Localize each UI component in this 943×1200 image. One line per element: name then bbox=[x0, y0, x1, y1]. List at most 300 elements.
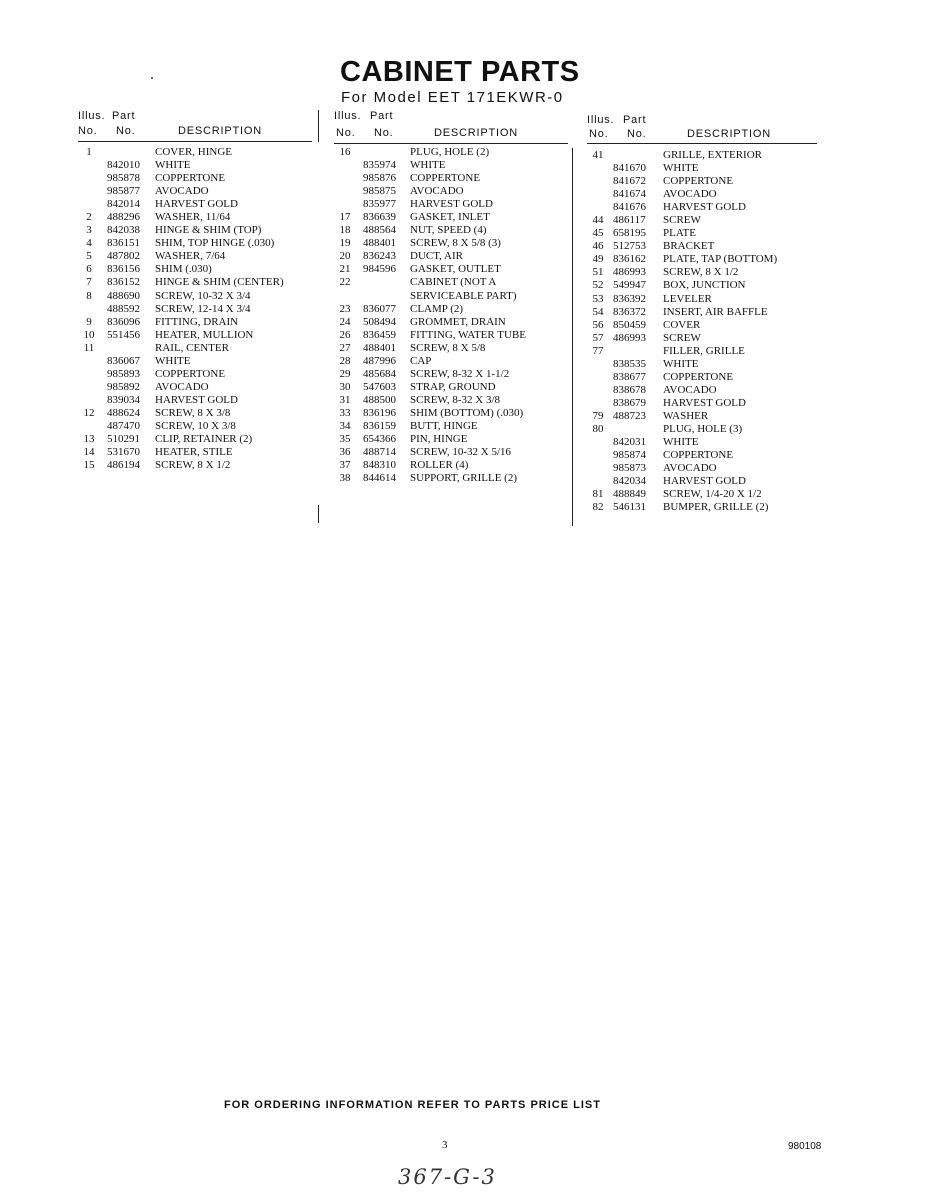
part-row bbox=[587, 201, 817, 214]
part-description: AVOCADO bbox=[155, 380, 209, 393]
part-row bbox=[587, 306, 817, 319]
part-row bbox=[334, 446, 568, 459]
part-number: 985875 bbox=[363, 185, 396, 198]
part-description: AVOCADO bbox=[663, 188, 717, 201]
part-description: SCREW, 8-32 X 3/8 bbox=[410, 393, 501, 406]
part-row bbox=[587, 410, 817, 423]
part-row bbox=[587, 266, 817, 279]
part-number: 658195 bbox=[613, 227, 646, 240]
part-row bbox=[78, 368, 312, 381]
part-number: 654366 bbox=[363, 433, 396, 446]
part-number: 842031 bbox=[613, 436, 646, 449]
parts-column-1 bbox=[78, 110, 312, 472]
part-description: HARVEST GOLD bbox=[663, 201, 746, 214]
part-description: HARVEST GOLD bbox=[663, 396, 746, 409]
part-number: 838535 bbox=[613, 357, 646, 370]
header-part-bottom: No. bbox=[116, 125, 136, 137]
part-number: 486993 bbox=[613, 266, 646, 279]
part-description: HEATER, MULLION bbox=[155, 328, 254, 341]
part-number: 549947 bbox=[613, 279, 646, 292]
illus-number: 22 bbox=[339, 276, 351, 289]
part-row bbox=[587, 214, 817, 227]
header-rule bbox=[78, 141, 312, 142]
part-description: AVOCADO bbox=[155, 185, 209, 198]
part-row bbox=[78, 433, 312, 446]
part-row bbox=[334, 276, 568, 289]
illus-number: 4 bbox=[86, 237, 92, 250]
handwritten-note: 367-G-3 bbox=[398, 1165, 497, 1189]
part-number: 488592 bbox=[107, 302, 140, 315]
part-description: BUMPER, GRILLE (2) bbox=[663, 501, 769, 514]
illus-number: 30 bbox=[339, 380, 351, 393]
part-description: RAIL, CENTER bbox=[155, 341, 229, 354]
header-part-top: Part bbox=[623, 114, 647, 126]
parts-column-2 bbox=[334, 110, 568, 485]
header-illus-bottom: No. bbox=[78, 125, 98, 137]
part-description: HINGE & SHIM (CENTER) bbox=[155, 276, 284, 289]
part-row bbox=[78, 250, 312, 263]
part-row bbox=[587, 488, 817, 501]
part-number: 488401 bbox=[363, 237, 396, 250]
illus-number: 19 bbox=[339, 237, 351, 250]
part-description: PLATE, TAP (BOTTOM) bbox=[663, 253, 778, 266]
part-row bbox=[334, 368, 568, 381]
header-part-bottom: No. bbox=[627, 128, 647, 140]
illus-number: 45 bbox=[592, 227, 604, 240]
part-description: BRACKET bbox=[663, 240, 715, 253]
part-description: SCREW, 1/4-20 X 1/2 bbox=[663, 488, 762, 501]
part-row bbox=[78, 159, 312, 172]
part-number: 984596 bbox=[363, 263, 396, 276]
part-number: 985893 bbox=[107, 367, 140, 380]
illus-number: 6 bbox=[86, 263, 92, 276]
part-number: 836196 bbox=[363, 406, 396, 419]
page-number: 3 bbox=[442, 1139, 448, 1151]
illus-number: 53 bbox=[592, 292, 604, 305]
part-row bbox=[587, 436, 817, 449]
illus-number: 37 bbox=[339, 459, 351, 472]
part-row bbox=[78, 224, 312, 237]
illus-number: 33 bbox=[339, 406, 351, 419]
part-description: COVER, HINGE bbox=[155, 146, 232, 158]
part-description: COPPERTONE bbox=[663, 175, 734, 188]
part-description: WHITE bbox=[155, 159, 191, 172]
part-row bbox=[334, 394, 568, 407]
illus-number: 9 bbox=[86, 315, 92, 328]
part-row bbox=[587, 279, 817, 292]
part-row bbox=[334, 342, 568, 355]
illus-number: 46 bbox=[592, 240, 604, 253]
illus-number: 18 bbox=[339, 224, 351, 237]
part-row bbox=[587, 462, 817, 475]
part-row bbox=[334, 211, 568, 224]
part-description: GROMMET, DRAIN bbox=[410, 315, 506, 328]
part-row bbox=[334, 250, 568, 263]
part-number: 836159 bbox=[363, 419, 396, 432]
part-description: HINGE & SHIM (TOP) bbox=[155, 224, 262, 237]
illus-number: 81 bbox=[592, 488, 604, 501]
part-number: 844614 bbox=[363, 472, 396, 485]
part-number: 842010 bbox=[107, 159, 140, 172]
illus-number: 27 bbox=[339, 341, 351, 354]
part-description: SCREW, 8 X 5/8 (3) bbox=[410, 237, 501, 250]
column-header bbox=[587, 114, 817, 144]
part-row bbox=[78, 276, 312, 289]
column-header bbox=[78, 110, 312, 140]
illus-number: 12 bbox=[83, 406, 95, 419]
part-description: SCREW, 8 X 3/8 bbox=[155, 406, 231, 419]
part-number: 985892 bbox=[107, 380, 140, 393]
part-row bbox=[334, 420, 568, 433]
part-description: CABINET (NOT A bbox=[410, 276, 497, 289]
illus-number: 20 bbox=[339, 250, 351, 263]
illus-number: 11 bbox=[83, 341, 95, 354]
part-row bbox=[587, 240, 817, 253]
rows bbox=[78, 146, 312, 472]
part-description: SUPPORT, GRILLE (2) bbox=[410, 472, 517, 485]
part-row bbox=[78, 237, 312, 250]
part-row bbox=[587, 449, 817, 462]
part-row bbox=[78, 407, 312, 420]
part-number: 985874 bbox=[613, 449, 646, 462]
part-number: 551456 bbox=[107, 328, 140, 341]
part-description: WHITE bbox=[410, 159, 446, 172]
part-description: WHITE bbox=[663, 357, 699, 370]
part-row bbox=[78, 303, 312, 316]
part-row bbox=[334, 172, 568, 185]
part-description: SHIM, TOP HINGE (.030) bbox=[155, 237, 275, 250]
part-number: 508494 bbox=[363, 315, 396, 328]
part-row bbox=[78, 146, 312, 159]
part-number: 842038 bbox=[107, 224, 140, 237]
part-description: CAP bbox=[410, 354, 432, 367]
part-number: 488690 bbox=[107, 289, 140, 302]
column-divider-1 bbox=[318, 110, 319, 142]
part-row bbox=[334, 159, 568, 172]
part-row bbox=[334, 224, 568, 237]
part-row bbox=[78, 355, 312, 368]
part-description: COPPERTONE bbox=[663, 449, 734, 462]
illus-number: 49 bbox=[592, 253, 604, 266]
illus-number: 21 bbox=[339, 263, 351, 276]
part-number: 985878 bbox=[107, 172, 140, 185]
part-description: GASKET, OUTLET bbox=[410, 263, 501, 276]
part-description: GASKET, INLET bbox=[410, 211, 490, 224]
part-row bbox=[334, 459, 568, 472]
part-row bbox=[78, 446, 312, 459]
part-row bbox=[78, 185, 312, 198]
part-description: SCREW, 12-14 X 3/4 bbox=[155, 302, 251, 315]
illus-number: 17 bbox=[339, 211, 351, 224]
part-row bbox=[78, 329, 312, 342]
header-illus-top: Illus. bbox=[78, 110, 106, 122]
part-number: 488723 bbox=[613, 409, 646, 422]
part-row bbox=[587, 253, 817, 266]
part-description: SERVICEABLE PART) bbox=[410, 289, 517, 302]
part-description: SCREW, 8-32 X 1-1/2 bbox=[410, 367, 510, 380]
part-number: 835974 bbox=[363, 159, 396, 172]
illus-number: 41 bbox=[592, 149, 604, 161]
part-number: 838677 bbox=[613, 370, 646, 383]
part-description: SCREW, 8 X 5/8 bbox=[410, 341, 486, 354]
part-description: STRAP, GROUND bbox=[410, 380, 496, 393]
part-number: 487470 bbox=[107, 419, 140, 432]
part-row bbox=[78, 290, 312, 303]
part-row bbox=[334, 381, 568, 394]
part-row bbox=[78, 381, 312, 394]
part-number: 486194 bbox=[107, 459, 140, 472]
part-description: SCREW, 10-32 X 3/4 bbox=[155, 289, 251, 302]
part-row bbox=[334, 290, 568, 303]
illus-number: 31 bbox=[339, 393, 351, 406]
illus-number: 29 bbox=[339, 367, 351, 380]
part-number: 487802 bbox=[107, 250, 140, 263]
part-number: 547603 bbox=[363, 380, 396, 393]
part-description: SCREW, 10 X 3/8 bbox=[155, 419, 236, 432]
part-row bbox=[334, 146, 568, 159]
part-description: SHIM (BOTTOM) (.030) bbox=[410, 406, 524, 419]
part-description: SCREW bbox=[663, 331, 701, 344]
header-description: DESCRIPTION bbox=[687, 128, 771, 140]
part-number: 512753 bbox=[613, 240, 646, 253]
part-row bbox=[587, 358, 817, 371]
part-number: 485684 bbox=[363, 367, 396, 380]
part-number: 836243 bbox=[363, 250, 396, 263]
part-number: 836067 bbox=[107, 354, 140, 367]
header-description: DESCRIPTION bbox=[178, 125, 262, 137]
header-rule bbox=[587, 143, 817, 144]
part-number: 488714 bbox=[363, 446, 396, 459]
part-number: 836151 bbox=[107, 237, 140, 250]
part-number: 836162 bbox=[613, 253, 646, 266]
part-number: 985877 bbox=[107, 185, 140, 198]
part-description: BUTT, HINGE bbox=[410, 419, 478, 432]
part-number: 488401 bbox=[363, 341, 396, 354]
part-number: 488849 bbox=[613, 488, 646, 501]
part-description: CLIP, RETAINER (2) bbox=[155, 433, 253, 446]
part-row bbox=[78, 172, 312, 185]
column-divider-1-lower bbox=[318, 505, 319, 523]
part-description: COPPERTONE bbox=[663, 370, 734, 383]
part-description: ROLLER (4) bbox=[410, 459, 469, 472]
part-row bbox=[78, 263, 312, 276]
part-number: 835977 bbox=[363, 198, 396, 211]
part-row bbox=[334, 433, 568, 446]
part-row bbox=[587, 397, 817, 410]
part-row bbox=[78, 394, 312, 407]
part-number: 838679 bbox=[613, 396, 646, 409]
part-row bbox=[587, 188, 817, 201]
header-rule bbox=[334, 143, 568, 144]
column-header bbox=[334, 110, 568, 140]
part-description: FITTING, DRAIN bbox=[155, 315, 239, 328]
illus-number: 8 bbox=[86, 289, 92, 302]
illus-number: 2 bbox=[86, 211, 92, 224]
illus-number: 5 bbox=[86, 250, 92, 263]
illus-number: 28 bbox=[339, 354, 351, 367]
part-description: GRILLE, EXTERIOR bbox=[663, 149, 762, 161]
illus-number: 44 bbox=[592, 214, 604, 227]
illus-number: 23 bbox=[339, 302, 351, 315]
part-number: 488564 bbox=[363, 224, 396, 237]
illus-number: 10 bbox=[83, 328, 95, 341]
part-number: 836639 bbox=[363, 211, 396, 224]
illus-number: 36 bbox=[339, 446, 351, 459]
part-description: SHIM (.030) bbox=[155, 263, 212, 276]
part-row bbox=[334, 237, 568, 250]
part-number: 836077 bbox=[363, 302, 396, 315]
scan-speck bbox=[151, 77, 153, 79]
header-description: DESCRIPTION bbox=[434, 127, 518, 139]
part-description: SCREW bbox=[663, 214, 701, 227]
part-number: 488624 bbox=[107, 406, 140, 419]
part-number: 836372 bbox=[613, 305, 646, 318]
part-description: SCREW, 10-32 X 5/16 bbox=[410, 446, 512, 459]
header-illus-bottom: No. bbox=[336, 127, 356, 139]
part-number: 841672 bbox=[613, 175, 646, 188]
part-number: 841676 bbox=[613, 201, 646, 214]
part-number: 486993 bbox=[613, 331, 646, 344]
part-row bbox=[334, 185, 568, 198]
part-row bbox=[587, 293, 817, 306]
illus-number: 15 bbox=[83, 459, 95, 472]
part-row bbox=[334, 329, 568, 342]
part-number: 838678 bbox=[613, 383, 646, 396]
part-description: BOX, JUNCTION bbox=[663, 279, 746, 292]
part-row bbox=[334, 407, 568, 420]
part-number: 850459 bbox=[613, 318, 646, 331]
part-description: COVER bbox=[663, 318, 701, 331]
part-description: COPPERTONE bbox=[410, 172, 481, 185]
part-row bbox=[587, 475, 817, 488]
part-number: 842034 bbox=[613, 475, 646, 488]
header-part-top: Part bbox=[370, 110, 394, 122]
illus-number: 35 bbox=[339, 433, 351, 446]
header-part-bottom: No. bbox=[374, 127, 394, 139]
part-row bbox=[587, 319, 817, 332]
part-row bbox=[78, 316, 312, 329]
part-number: 836096 bbox=[107, 315, 140, 328]
part-description: FITTING, WATER TUBE bbox=[410, 328, 527, 341]
part-number: 839034 bbox=[107, 393, 140, 406]
part-description: WASHER, 7/64 bbox=[155, 250, 226, 263]
part-description: PLUG, HOLE (3) bbox=[663, 422, 743, 435]
illus-number: 79 bbox=[592, 409, 604, 422]
part-row bbox=[334, 472, 568, 485]
illus-number: 3 bbox=[86, 224, 92, 237]
part-description: FILLER, GRILLE bbox=[663, 344, 745, 357]
illus-number: 77 bbox=[592, 344, 604, 357]
part-number: 841670 bbox=[613, 162, 646, 175]
illus-number: 38 bbox=[339, 472, 351, 485]
part-description: WHITE bbox=[155, 354, 191, 367]
illus-number: 80 bbox=[592, 422, 604, 435]
illus-number: 16 bbox=[339, 146, 351, 158]
part-description: PLUG, HOLE (2) bbox=[410, 146, 490, 158]
illus-number: 34 bbox=[339, 419, 351, 432]
part-description: WHITE bbox=[663, 162, 699, 175]
header-illus-bottom: No. bbox=[589, 128, 609, 140]
model-subtitle: For Model EET 171EKWR-0 bbox=[341, 89, 564, 106]
part-row bbox=[334, 303, 568, 316]
illus-number: 56 bbox=[592, 318, 604, 331]
part-description: PLATE bbox=[663, 227, 696, 240]
part-description: SCREW, 8 X 1/2 bbox=[663, 266, 739, 279]
part-number: 546131 bbox=[613, 501, 646, 514]
part-number: 531670 bbox=[107, 446, 140, 459]
part-row bbox=[78, 198, 312, 211]
illus-number: 54 bbox=[592, 305, 604, 318]
part-row bbox=[78, 211, 312, 224]
part-description: WASHER, 11/64 bbox=[155, 211, 231, 224]
part-description: NUT, SPEED (4) bbox=[410, 224, 487, 237]
header-illus-top: Illus. bbox=[587, 114, 615, 126]
illus-number: 52 bbox=[592, 279, 604, 292]
illus-number: 13 bbox=[83, 433, 95, 446]
document-code: 980108 bbox=[788, 1141, 822, 1152]
part-description: CLAMP (2) bbox=[410, 302, 464, 315]
part-number: 836392 bbox=[613, 292, 646, 305]
part-description: SCREW, 8 X 1/2 bbox=[155, 459, 231, 472]
illus-number: 1 bbox=[86, 146, 92, 158]
part-description: HARVEST GOLD bbox=[155, 198, 238, 211]
part-number: 836156 bbox=[107, 263, 140, 276]
illus-number: 7 bbox=[86, 276, 92, 289]
part-number: 836459 bbox=[363, 328, 396, 341]
illus-number: 24 bbox=[339, 315, 351, 328]
part-description: AVOCADO bbox=[410, 185, 464, 198]
part-row bbox=[587, 332, 817, 345]
header-illus-top: Illus. bbox=[334, 110, 362, 122]
part-row bbox=[587, 345, 817, 358]
illus-number: 26 bbox=[339, 328, 351, 341]
part-row bbox=[587, 501, 817, 514]
part-number: 985876 bbox=[363, 172, 396, 185]
part-description: COPPERTONE bbox=[155, 172, 226, 185]
parts-column-3 bbox=[587, 114, 817, 514]
part-number: 488296 bbox=[107, 211, 140, 224]
part-row bbox=[587, 162, 817, 175]
part-row bbox=[78, 420, 312, 433]
header-part-top: Part bbox=[112, 110, 136, 122]
illus-number: 51 bbox=[592, 266, 604, 279]
part-row bbox=[78, 459, 312, 472]
rows bbox=[587, 149, 817, 514]
part-description: WASHER bbox=[663, 409, 709, 422]
part-row bbox=[78, 342, 312, 355]
part-row bbox=[334, 263, 568, 276]
part-description: PIN, HINGE bbox=[410, 433, 468, 446]
column-divider-2 bbox=[572, 148, 573, 526]
part-row bbox=[587, 371, 817, 384]
part-row bbox=[587, 227, 817, 240]
part-number: 848310 bbox=[363, 459, 396, 472]
part-number: 841674 bbox=[613, 188, 646, 201]
part-number: 510291 bbox=[107, 433, 140, 446]
rows bbox=[334, 146, 568, 485]
part-row bbox=[587, 423, 817, 436]
part-number: 842014 bbox=[107, 198, 140, 211]
part-description: COPPERTONE bbox=[155, 367, 226, 380]
part-row bbox=[587, 175, 817, 188]
part-row bbox=[334, 198, 568, 211]
page-title: CABINET PARTS bbox=[340, 56, 580, 88]
part-description: LEVELER bbox=[663, 292, 712, 305]
part-description: HARVEST GOLD bbox=[410, 198, 493, 211]
part-number: 486117 bbox=[613, 214, 646, 227]
part-description: HEATER, STILE bbox=[155, 446, 233, 459]
part-number: 836152 bbox=[107, 276, 140, 289]
